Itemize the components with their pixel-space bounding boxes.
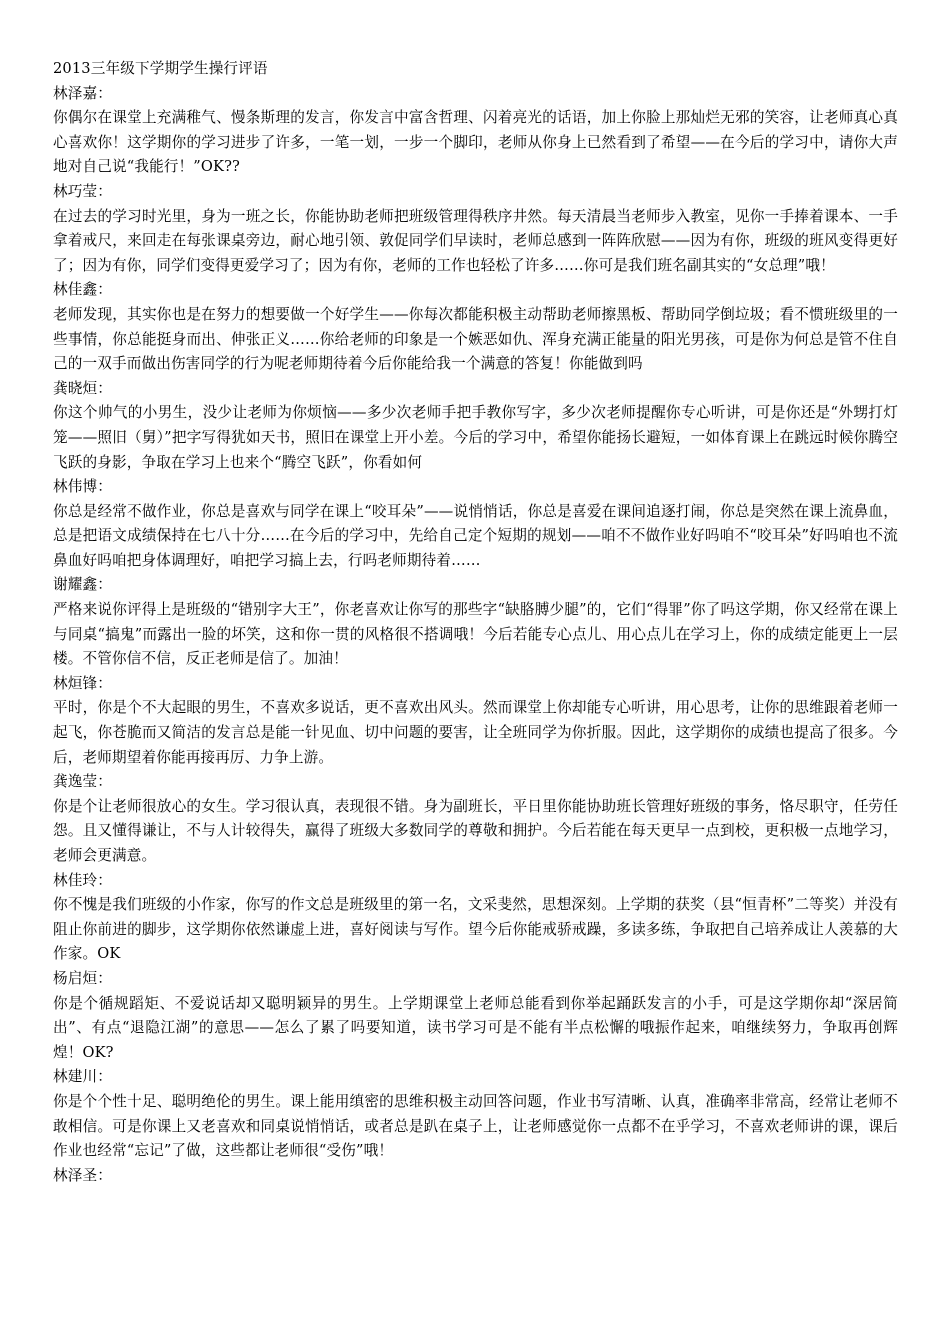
student-comment: 严格来说你评得上是班级的“错别字大王”，你老喜欢让你写的那些字“缺胳膊少腿”的，它们“得罪”你了吗这学期，你又经常在课上与同桌“搞鬼”而露出一脸的坏笑，这和你一贯的风格很不搭调哦！今后若能专心点儿、用心点儿在学习上，你的成绩定能更上一层楼。不管你信不信，反正老师是信了。加油！ [53,601,898,668]
comment-entry-7 [53,770,898,868]
student-name: 龚逸莹： [53,773,112,791]
document-title: 2013三年级下学期学生操行评语 [53,60,268,77]
comment-entry-0 [53,82,898,180]
student-name: 林建川： [53,1068,112,1086]
student-name: 林巧莹： [53,182,112,200]
student-comment: 你是个循规蹈矩、不爱说话却又聪明颖异的男生。上学期课堂上老师总能看到你举起踊跃发言的小手，可是这学期你却“深居简出”、有点“退隐江湖”的意思——怎么了累了吗要知道，读书学习可是不能有半点松懈的哦振作起来，咱继续努力，争取再创辉煌！OK? [53,994,898,1061]
comment-entry-8 [53,869,898,967]
comment-entry-5 [53,573,898,671]
student-name: 龚晓烜： [53,379,112,397]
comment-entry-3 [53,377,898,475]
student-name: 林伟博： [53,478,112,496]
student-name: 谢耀鑫： [53,576,112,594]
comment-entry-4 [53,475,898,573]
student-comment: 你总是经常不做作业，你总是喜欢与同学在课上“咬耳朵”——说悄悄话，你总是喜爱在课间追逐打闹，你总是突然在课上流鼻血，总是把语文成绩保持在七八十分……在今后的学习中，先给自己定个短期的规划——咱不不做作业好吗咱不“咬耳朵”好吗咱也不流鼻血好吗咱把身体调理好，咱把学习搞上去，行吗老师期待着…… [53,502,898,569]
document-page [53,57,898,1188]
student-name: 林烜锋： [53,674,112,692]
student-name: 林佳玲： [53,871,112,889]
student-comment: 你是个个性十足、聪明绝伦的男生。课上能用缜密的思维积极主动回答问题，作业书写清晰、认真，准确率非常高，经常让老师不敢相信。可是你课上又老喜欢和同桌说悄悄话，或者总是趴在桌子上，让老师感觉你一点都不在乎学习，不喜欢老师讲的课，课后作业也经常“忘记”了做，这些都让老师很“受伤”哦！ [53,1092,898,1160]
comment-entry-9 [53,967,898,1065]
student-comment: 你不愧是我们班级的小作家，你写的作文总是班级里的第一名，文采斐然，思想深刻。上学期的获奖（县“恒青杯”二等奖）并没有阻止你前进的脚步，这学期你依然谦虚上进，喜好阅读与写作。望今后你能戒骄戒躁，多读多练，争取把自己培养成让人羡慕的大作家。OK [53,896,898,963]
student-comment: 老师发现，其实你也是在努力的想要做一个好学生——你每次都能积极主动帮助老师擦黑板、帮助同学倒垃圾；看不惯班级里的一些事情，你总能挺身而出、伸张正义……你给老师的印象是一个嫉恶如仇、浑身充满正能量的阳光男孩，可是你为何总是管不住自己的一双手而做出伤害同学的行为呢老师期待着今后你能给我一个满意的答复！你能做到吗 [53,305,898,373]
comment-entry-2 [53,278,898,376]
comment-entry-11 [53,1164,898,1189]
student-comment: 你是个让老师很放心的女生。学习很认真，表现很不错。身为副班长，平日里你能协助班长管理好班级的事务，恪尽职守，任劳任怨。且又懂得谦让，不与人计较得失，赢得了班级大多数同学的尊敬和拥护。今后若能在每天更早一点到校，更积极一点地学习，老师会更满意。 [53,797,898,864]
comment-entry-1 [53,180,898,278]
student-comment: 你这个帅气的小男生，没少让老师为你烦恼——多少次老师手把手教你写字，多少次老师提醒你专心听讲，可是你还是“外甥打灯笼——照旧（舅）”把字写得犹如天书，照旧在课堂上开小差。今后的学习中，希望你能扬长避短，一如体育课上在跳远时候你腾空飞跃的身影，争取在学习上也来个“腾空飞跃”，你看如何 [53,404,898,471]
student-name: 林泽圣： [53,1166,112,1184]
student-name: 杨启烜： [53,969,112,987]
student-comment: 平时，你是个不大起眼的男生，不喜欢多说话，更不喜欢出风头。然而课堂上你却能专心听讲，用心思考，让你的思维跟着老师一起飞，你苍脆而又简洁的发言总是能一针见血、切中问题的要害，让全班同学为你折服。因此，这学期你的成绩也提高了很多。今后，老师期望着你能再接再厉、力争上游。 [53,699,898,766]
student-name: 林佳鑫： [53,281,112,299]
student-comment: 你偶尔在课堂上充满稚气、慢条斯理的发言，你发言中富含哲理、闪着亮光的话语，加上你脸上那灿烂无邪的笑容，让老师真心真心喜欢你！这学期你的学习进步了许多，一笔一划，一步一个脚印，老师从你身上已然看到了希望——在今后的学习中，请你大声地对自己说“我能行！”OK?? [53,109,898,176]
comment-entry-10 [53,1065,898,1163]
comment-entry-6 [53,672,898,770]
student-name: 林泽嘉： [53,84,112,102]
student-comment: 在过去的学习时光里，身为一班之长，你能协助老师把班级管理得秩序井然。每天清晨当老师步入教室，见你一手捧着课本、一手拿着戒尺，来回走在每张课桌旁边，耐心地引领、敦促同学们早读时，老师总感到一阵阵欣慰——因为有你，班级的班风变得更好了；因为有你，同学们变得更爱学习了；因为有你，老师的工作也轻松了许多……你可是我们班名副其实的“女总理”哦！ [53,207,898,274]
